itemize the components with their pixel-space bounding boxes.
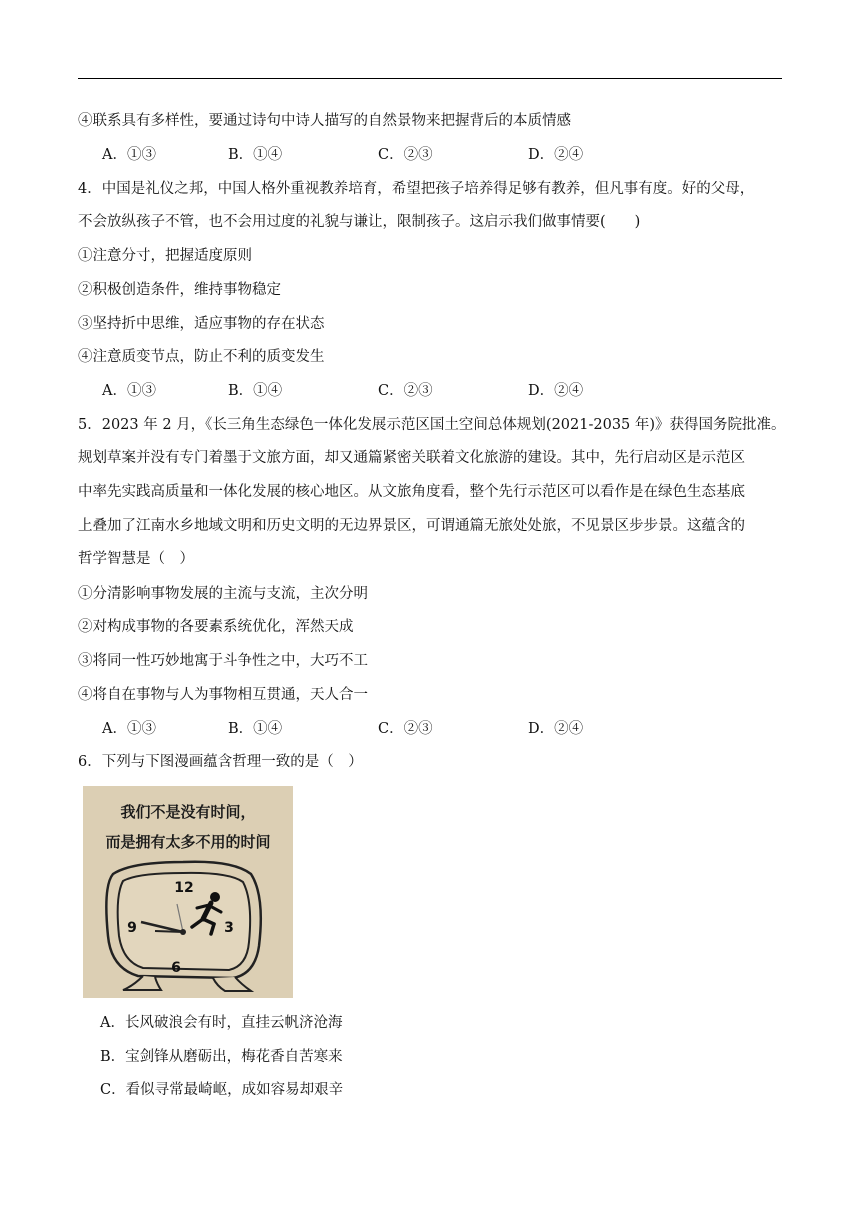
q4-option-c[interactable]: C．②③ — [378, 383, 433, 399]
q4-stem-line-1: 4．中国是礼仪之邦，中国人格外重视教养培育，希望把孩子培养得足够有教养，但凡事有度。好的父母， — [78, 181, 755, 197]
q5-option-d[interactable]: D．②④ — [528, 721, 584, 737]
q3-option-c[interactable]: C．②③ — [378, 147, 433, 163]
q5-statement-2: ②对构成事物的各要素系统优化，浑然天成 — [78, 619, 354, 635]
q5-statement-3: ③将同一性巧妙地寓于斗争性之中，大巧不工 — [78, 653, 368, 669]
q4-option-d[interactable]: D．②④ — [528, 383, 584, 399]
q4-statement-2: ②积极创造条件，维持事物稳定 — [78, 282, 281, 298]
q6-choice-c[interactable]: C．看似寻常最崎岖，成如容易却艰辛 — [100, 1082, 344, 1098]
clock-center-pin — [180, 929, 186, 935]
q5-option-b[interactable]: B．①④ — [228, 721, 283, 737]
q3-option-a[interactable]: A．①③ — [102, 147, 156, 163]
q4-statement-1: ①注意分寸，把握适度原则 — [78, 248, 252, 264]
q6-choice-a[interactable]: A．长风破浪会有时，直挂云帆济沧海 — [100, 1015, 343, 1031]
clock-cartoon — [83, 786, 293, 998]
clock-numeral-3: 3 — [224, 920, 234, 936]
cartoon-caption-line-1: 我们不是没有时间， — [120, 803, 256, 821]
clock-numeral-6: 6 — [171, 960, 181, 976]
clock-numeral-12: 12 — [174, 880, 194, 896]
q4-stem-line-2: 不会放纵孩子不管，也不会用过度的礼貌与谦让，限制孩子。这启示我们做事情要( ) — [78, 214, 641, 230]
q5-option-a[interactable]: A．①③ — [102, 721, 156, 737]
q3-option-d[interactable]: D．②④ — [528, 147, 584, 163]
clock-left-foot — [123, 976, 161, 990]
q3-statement-4: ④联系具有多样性，要通过诗句中诗人描写的自然景物来把握背后的本质情感 — [78, 113, 571, 129]
q5-stem-line-4: 上叠加了江南水乡地域文明和历史文明的无边界景区，可谓通篇无旅处处旅，不见景区步步景。这蕴含的 — [78, 518, 745, 534]
clock-right-foot — [213, 977, 251, 991]
header-rule — [78, 78, 782, 79]
q5-statement-1: ①分清影响事物发展的主流与支流，主次分明 — [78, 586, 368, 602]
q5-stem-line-2: 规划草案并没有专门着墨于文旅方面，却又通篇紧密关联着文化旅游的建设。其中，先行启动区是示范区 — [78, 450, 745, 466]
q6-stem: 6．下列与下图漫画蕴含哲理一致的是（ ） — [78, 754, 363, 770]
clock-hour-hand — [155, 931, 183, 932]
q3-option-b[interactable]: B．①④ — [228, 147, 283, 163]
q4-option-b[interactable]: B．①④ — [228, 383, 283, 399]
clock-numeral-9: 9 — [127, 920, 137, 936]
q5-option-c[interactable]: C．②③ — [378, 721, 433, 737]
q5-stem-line-5: 哲学智慧是（ ） — [78, 551, 194, 567]
q6-choice-b[interactable]: B．宝剑锋从磨砺出，梅花香自苦寒来 — [100, 1049, 343, 1065]
q4-statement-3: ③坚持折中思维，适应事物的存在状态 — [78, 316, 325, 332]
q4-statement-4: ④注意质变节点，防止不利的质变发生 — [78, 349, 325, 365]
q5-statement-4: ④将自在事物与人为事物相互贯通，天人合一 — [78, 687, 368, 703]
cartoon-caption-line-2: 而是拥有太多不用的时间 — [105, 833, 271, 851]
q5-stem-line-3: 中率先实践高质量和一体化发展的核心地区。从文旅角度看，整个先行示范区可以看作是在绿色生态基底 — [78, 484, 745, 500]
q4-option-a[interactable]: A．①③ — [102, 383, 156, 399]
q5-stem-line-1: 5．2023 年 2 月，《长三角生态绿色一体化发展示范区国土空间总体规划(2021-2035 年)》获得国务院批准。 — [78, 417, 786, 433]
